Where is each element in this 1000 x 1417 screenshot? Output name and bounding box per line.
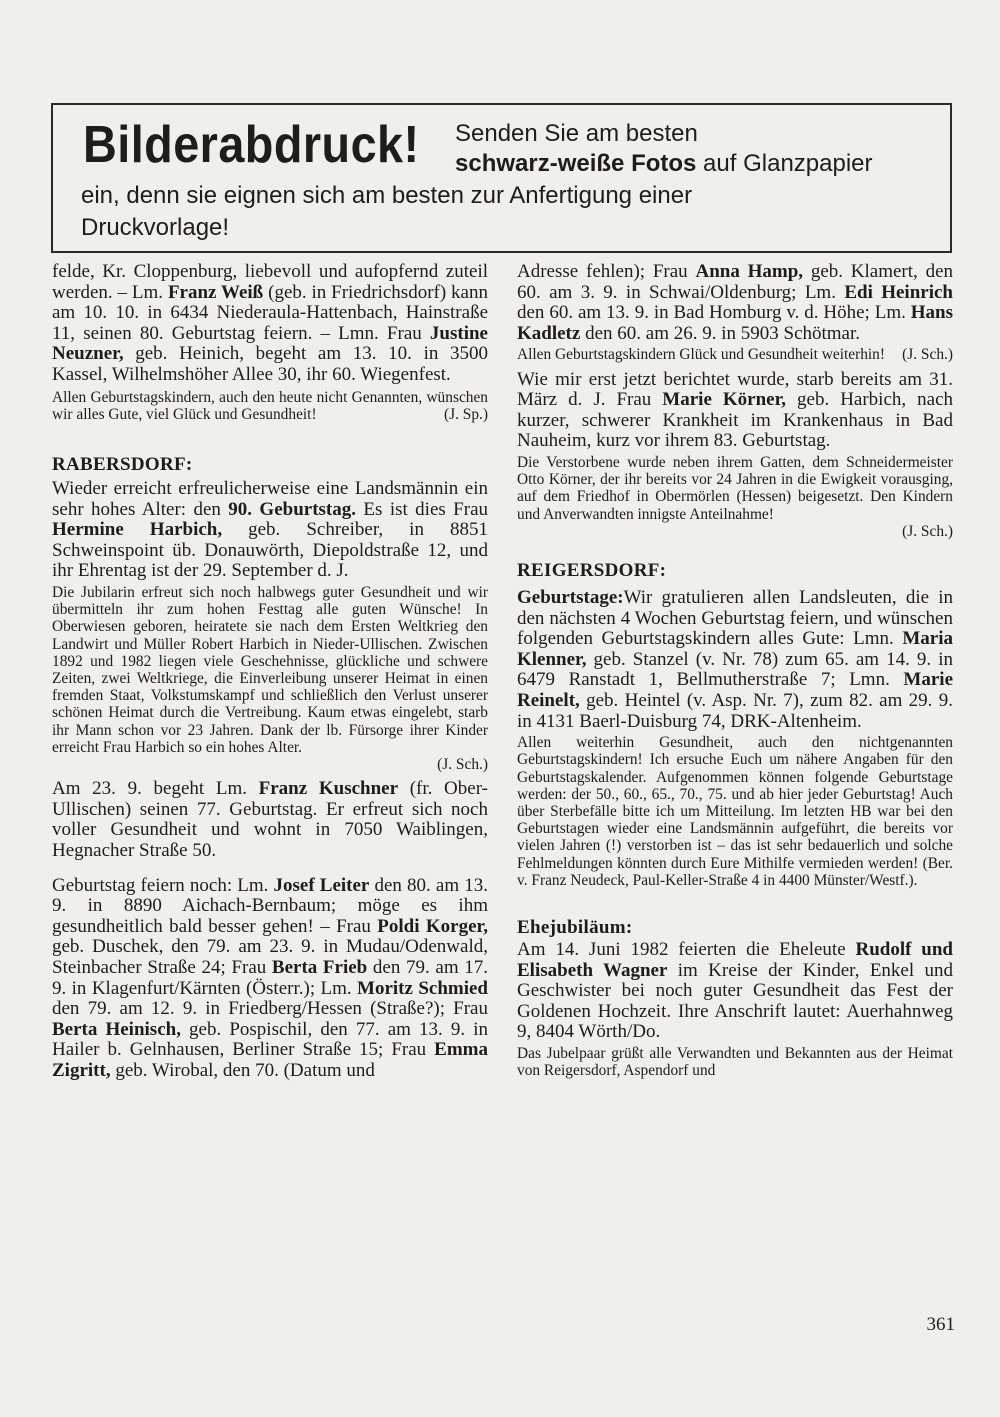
signature: (J. Sch.): [902, 522, 953, 540]
signature: (J. Sch.): [902, 346, 953, 364]
section-heading-reigersdorf: REIGERSDORF:: [517, 559, 667, 581]
signature: (J. Sp.): [443, 405, 488, 423]
paragraph-kuschner: Am 23. 9. begeht Lm. Franz Kuschner (fr. Ober-Ullischen) seinen 77. Geburtstag. Er erfreut sich noch voller Gesundheit und wohnt in 7050 Waiblingen, Hegnacher Straße 50.: [52, 778, 488, 861]
photo-print-notice-box: [51, 103, 952, 253]
paragraph-calendar-request: Allen weiterhin Gesundheit, auch den nichtgenannten Geburtstagskindern! Ich ersuche Euch um nähere Angaben für den Geburtstagskalender. Aufgenommen können folgende Geburtstage werden: der 50., 60., 65., 70., 75. und ab hier jeder Geburtstag! Auch über Sterbefälle bitte ich um Mitteilung. Im letzten HB war bei den Geburtstagen wieder eine Landsmännin aufgeführt, die bereits vor vielen Jahren (!) verstorben ist – das ist sehr bedauerlich und solche Fehlmeldungen könnten durch Eure Mithilfe vermieden werden! (Ber. v. Franz Neudeck, Paul-Keller-Straße 4 in 4400 Münster/Westf.).: [517, 734, 953, 889]
paragraph-birthday-list: Geburtstag feiern noch: Lm. Josef Leiter den 80. am 13. 9. in 8890 Aichach-Bernbaum; möge es ihm gesundheitlich bald besser gehen! – Frau Poldi Korger, geb. Duschek, den 79. am 23. 9. in Mudau/Odenwald, Steinbacher Straße 24; Frau Berta Frieb den 79. am 17. 9. in Klagenfurt/Kärnten (Österr.); Lm. Moritz Schmied den 79. am 12. 9. in Friedberg/Hessen (Straße?); Frau Berta Heinisch, geb. Pospischil, den 77. am 13. 9. in Hailer b. Gelnhausen, Berliner Straße 15; Frau Emma Zigritt, geb. Wirobal, den 70. (Datum und: [52, 874, 489, 1081]
notice-line-4: Druckvorlage!: [81, 214, 230, 241]
paragraph-harbich: Wieder erreicht erfreulicherweise eine Landsmännin ein sehr hohes Alter: den 90. Geburtstag. Es ist dies Frau Hermine Harbich, geb. Schreiber, in 8851 Schweinspoint üb. Donauwörth, Diepoldstraße 12, und ihr Ehrentag ist der 29. September d. J.: [52, 477, 488, 582]
notice-line-1: Senden Sie am besten: [455, 120, 698, 147]
section-heading-rabersdorf: RABERSDORF:: [52, 453, 193, 475]
paragraph-weiss-neuzner: felde, Kr. Cloppenburg, liebevoll und aufopfernd zuteil werden. – Lm. Franz Weiß (geb. in Friedrichsdorf) kann am 10. 10. in 6434 Niederaula-Hattenbach, Hainstraße 11, seinen 80. Geburtstag feiern. – Lmn. Frau Justine Neuzner, geb. Heinich, begeht am 13. 10. in 3500 Kassel, Wilhelmshöher Allee 30, ihr 60. Wiegenfest.: [52, 261, 488, 385]
paragraph-wagner: Am 14. Juni 1982 feierten die Eheleute Rudolf und Elisabeth Wagner im Kreise der Kinder, Enkel und Geschwister bei noch guter Gesundheit das Fest der Goldenen Hochzeit. Ihre Anschrift lautet: Auerhahnweg 9, 8404 Wörth/Do.: [517, 938, 954, 1043]
notice-emphasis: schwarz-weiße Fotos: [455, 150, 697, 177]
left-column: [52, 262, 488, 1081]
paragraph-jubelpaar: Das Jubelpaar grüßt alle Verwandten und Bekannten aus der Heimat von Reigersdorf, Aspendorf und: [517, 1044, 953, 1080]
notice-line-2-rest: auf Glanzpapier: [696, 150, 873, 177]
greeting-note: Allen Geburtstagskindern Glück und Gesundheit weiterhin! (J. Sch.): [517, 346, 953, 364]
right-column: [517, 262, 953, 1079]
section-heading-ehejubilaeum: Ehejubiläum:: [517, 916, 633, 938]
paragraph-reigersdorf-birthdays: Geburtstage:Wir gratulieren allen Landsleuten, die in den nächsten 4 Wochen Geburtstag feiern, und wünschen folgenden Geburtstagskindern alles Gute: Lmn. Maria Klenner, geb. Stanzel (v. Nr. 78) zum 65. am 14. 9. in 6479 Ranstadt 1, Bellmutherstraße 7; Lmn. Marie Reinelt, geb. Heintel (v. Asp. Nr. 7), zum 82. am 29. 9. in 4131 Baerl-Duisburg 74, DRK-Altenheim.: [517, 586, 953, 732]
paragraph-burial: Die Verstorbene wurde neben ihrem Gatten, dem Schneidermeister Otto Körner, der ihr bereits vor 24 Jahren in die Ewigkeit vorausging, auf dem Friedhof in Obermörlen (Hessen) beigesetzt. Den Kindern und Anverwandten innigste Anteilnahme! (J. Sch.): [517, 453, 953, 540]
paragraph-hamp-heinrich-kadletz: Adresse fehlen); Frau Anna Hamp, geb. Klamert, den 60. am 3. 9. in Schwai/Oldenburg; Lm. Edi Heinrich den 60. am 13. 9. in Bad Homburg v. d. Höhe; Lm. Hans Kadletz den 60. am 26. 9. in 5903 Schötmar.: [517, 261, 953, 344]
notice-line-2: [455, 149, 873, 179]
paragraph-koerner-death: Wie mir erst jetzt berichtet wurde, starb bereits am 31. März d. J. Frau Marie Körner, geb. Harbich, nach kurzer, schwerer Krankheit im Krankenhaus in Bad Nauheim, kurz vor ihrem 83. Geburtstag.: [517, 368, 954, 452]
notice-line-3: ein, denn sie eignen sich am besten zur Anfertigung einer: [81, 182, 693, 209]
page-number: 361: [926, 1314, 955, 1335]
paragraph-jubilarin: Die Jubilarin erfreut sich noch halbwegs guter Gesundheit und wir übermitteln ihr zum hohen Festtag alle guten Wünsche! In Oberwiesen geboren, heiratete sie nach dem Ersten Weltkrieg den Landwirt und Müller Robert Harbich in Nieder-Ullischen. Zwischen 1892 und 1982 liegen viele Geschehnisse, glückliche und schwere Zeiten, zwei Weltkriege, die Einverleibung unserer Heimat in einen fremden Staat, Volkstumskampf und schließlich den Verlust unserer schönen Heimat durch die Vertreibung. Kaum etwas eingelebt, starb ihr Mann schon vor 23 Jahren. Dank der lb. Fürsorge ihrer Kinder erreicht Frau Harbich so ein hohes Alter. (J. Sch.): [52, 583, 488, 773]
signature: (J. Sch.): [437, 755, 488, 773]
greeting-note: Allen Geburtstagskindern, auch den heute nicht Genannten, wünschen wir alles Gute, viel Glück und Gesundheit! (J. Sp.): [52, 388, 488, 423]
notice-title: Bilderabdruck!: [83, 116, 420, 174]
